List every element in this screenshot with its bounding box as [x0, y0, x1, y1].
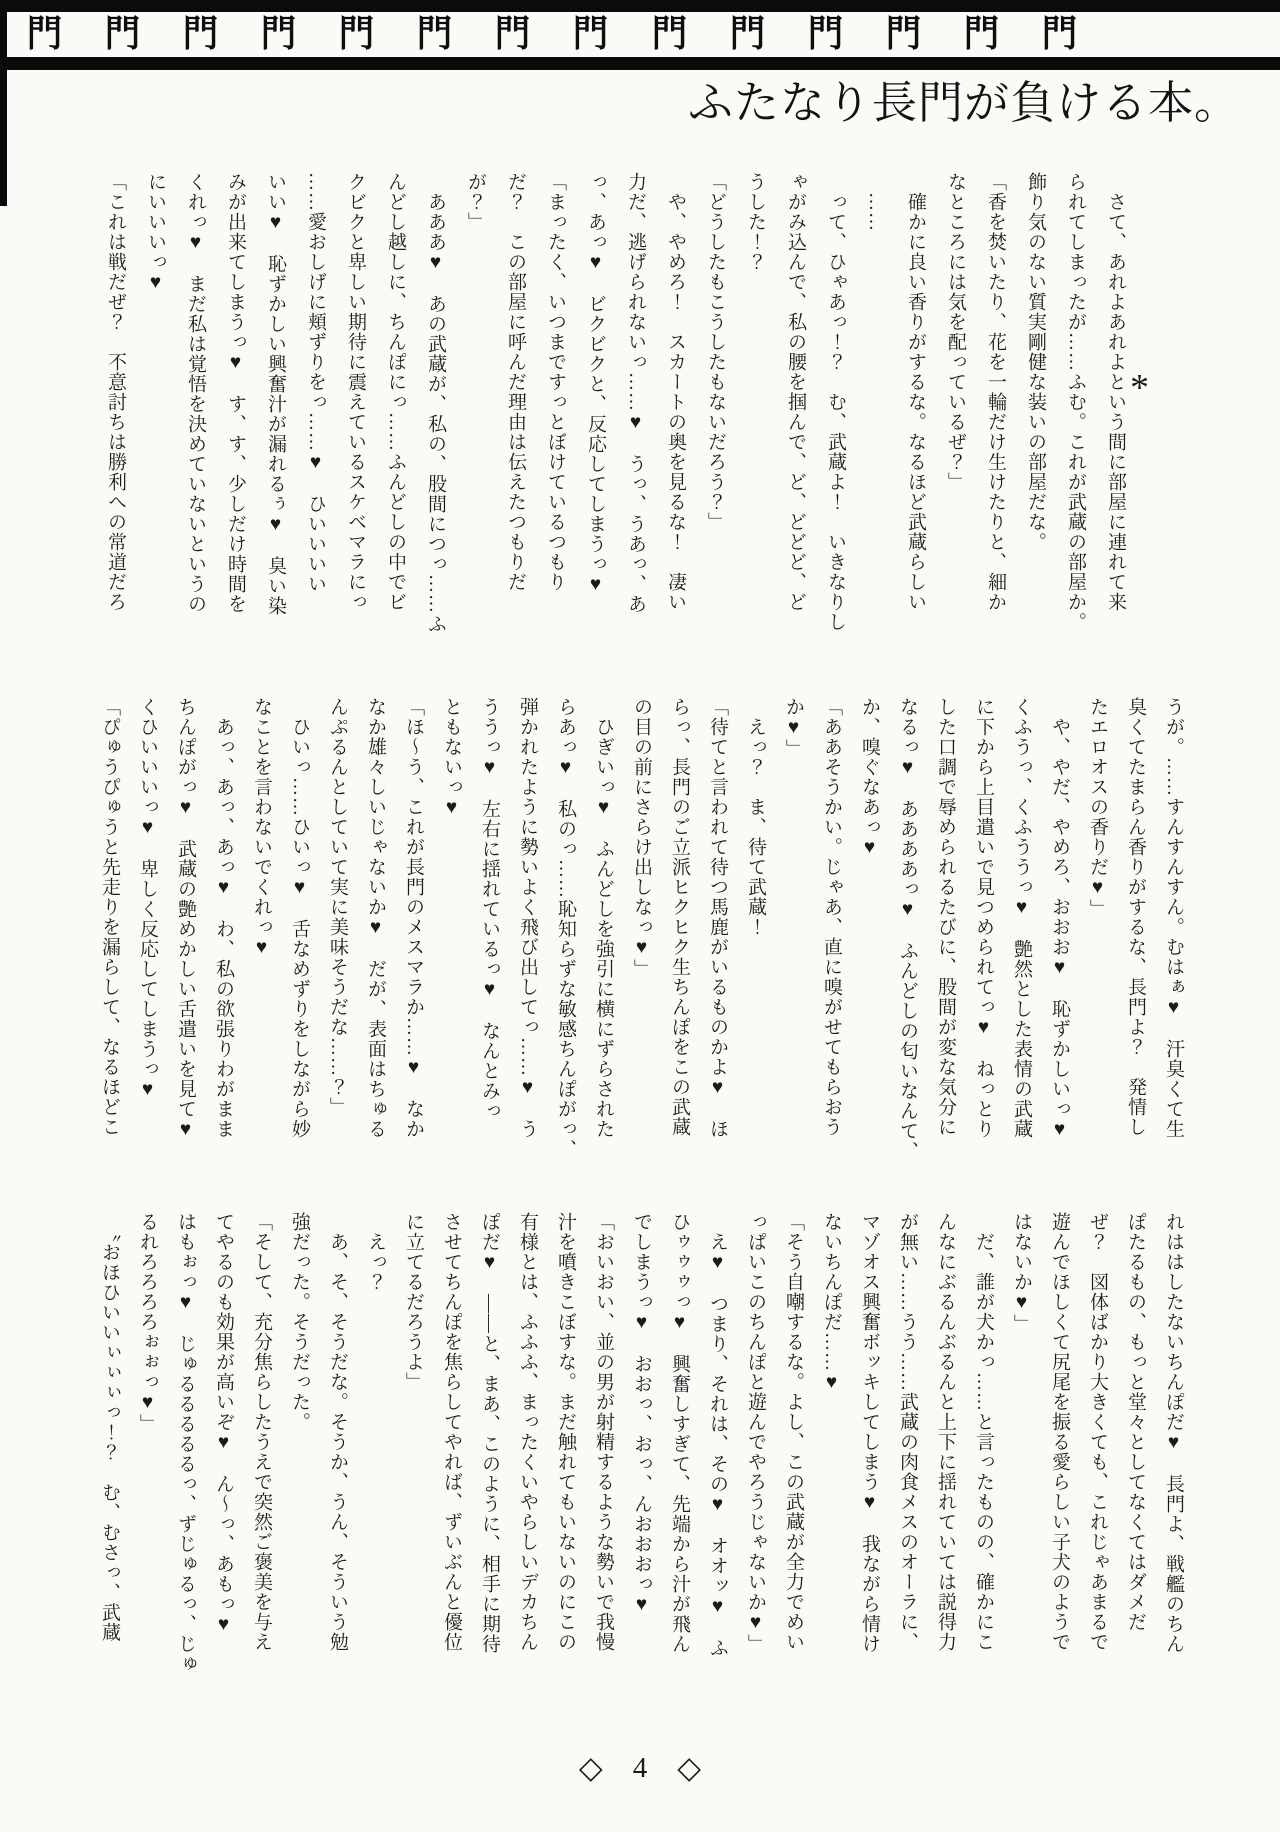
text-column: ゃがみ込んで、私の腰を掴んで、ど、どどど、ど [785, 172, 806, 612]
text-column: クビクと卑しい期待に震えているスケベマラにっ [345, 172, 366, 612]
text-column: 〝おほひいいぃぃぃっ！？ む、むさっ、武蔵 [99, 1212, 120, 1643]
gate-glyph: 門 [651, 13, 687, 55]
gate-glyph: 門 [885, 13, 921, 55]
gate-glyph: 門 [104, 13, 141, 55]
text-column: 「ぴゅうぴゅうと先走りを漏らして、なるほどこ [99, 697, 120, 1137]
text-column: らあっ♥ 私のっ……恥知らずな敏感ちんぽがっ、 [555, 697, 576, 1159]
text-column: ぜ？ 図体ばかり大きくても、これじゃあまるで [1087, 1212, 1108, 1652]
text-column: えっ？ [365, 1212, 386, 1292]
text-column: 遊んでほしくて尻尾を振る愛らしい子犬のようで [1049, 1212, 1070, 1652]
text-column: 確かに良い香りがするな。なるほど武蔵らしい [905, 172, 926, 612]
text-column: 汁を噴きこぼすな。まだ触れてもいないのにこの [555, 1212, 576, 1652]
page-title: ふたなり長門が負ける本。 [687, 78, 1240, 128]
text-column: なるっ♥ ああああっ♥ ふんどしの匂いなんて、 [897, 697, 918, 1161]
text-column: ともないっ♥ [441, 697, 462, 819]
gate-glyph: 門 [260, 13, 297, 55]
gate-ornament-row [26, 11, 1078, 57]
text-column: っ、あっ♥ ビクビクと、反応してしまうっ♥ [585, 172, 606, 596]
text-column: ぽだ♥ ――と、まあ、このように、相手に期待 [479, 1212, 500, 1654]
text-column: って、ひゃあっ！？ む、武蔵よ！ いきなりし [825, 172, 846, 632]
text-column: か♥」 [783, 697, 804, 759]
text-column: 「まったく、いつまですっとぼけているつもり [545, 172, 566, 592]
text-column: くれっ♥ まだ私は覚悟を決めていないというの [185, 172, 206, 614]
text-column: なことを言わないでくれっ♥ [251, 697, 272, 959]
page-footer [0, 1750, 1280, 1786]
text-column: の目の前にさらけ出しなっ♥」 [631, 697, 652, 979]
text-column: うが。……すんすんすん。むはぁ♥ 汗臭くて生 [1163, 697, 1184, 1139]
gate-glyph: 門 [573, 13, 609, 55]
text-column: るれろろろろぉぉっ♥」 [137, 1212, 158, 1434]
gate-glyph: 門 [963, 13, 1000, 55]
text-column: 「ああそうかい。じゃあ、直に嗅がせてもらおう [821, 697, 842, 1137]
text-column: さて、あれよあれよという間に部屋に連れて来 [1105, 172, 1126, 612]
text-column: 「ほ〜う、これが長門のメスマラか……♥ なか [403, 697, 424, 1139]
text-column: や、やめろ！ スカートの奥を見るな！ 凄い [665, 172, 686, 612]
text-column: なところには気を配っているぜ？」 [945, 172, 966, 492]
text-column: ぽたるもの、もっと堂々としてなくてはダメだ [1125, 1212, 1146, 1632]
text-column: マゾオス興奮ボッキしてしまう♥ 我ながら情け [859, 1212, 880, 1654]
gate-glyph: 門 [729, 13, 765, 55]
text-column: に立てるだろうよ」 [403, 1212, 424, 1392]
text-column: ううっ♥ 左右に揺れているっ♥ なんとみっ [479, 697, 500, 1121]
text-column: え♥ つまり、それは、その♥ オオッ♥ ふ [707, 1212, 728, 1658]
text-column: か、嗅ぐなあっ♥ [859, 697, 880, 859]
text-column: した口調で辱められるたびに、股間が変な気分に [935, 697, 956, 1137]
text-column: んどし越しに、ちんぽにっ……ふんどしの中でビ [385, 172, 406, 612]
text-column: くひいいいっ♥ 卑しく反応してしまうっ♥ [137, 697, 158, 1101]
text-column: や、やだ、やめろ、おおお♥ 恥ずかしいっ♥ [1049, 697, 1070, 1141]
gate-glyph: 門 [807, 13, 843, 55]
text-column: …… [865, 172, 886, 232]
text-column: だ、誰が犬かっ……と言ったものの、確かにこ [973, 1212, 994, 1652]
left-binding-bar [0, 0, 7, 206]
text-column: 「そう自嘲するな。よし、この武蔵が全力でめい [783, 1212, 804, 1652]
footer-left-diamond-icon: ◇ [578, 1750, 603, 1785]
text-column: が？」 [465, 172, 486, 232]
text-column: ……愛おしげに頬ずりをっ……♥ ひいいいい [305, 172, 326, 594]
section-asterisk: * [1130, 367, 1149, 409]
text-column: ちんぽがっ♥ 武蔵の艶めかしい舌遣いを見て♥ [175, 697, 196, 1141]
text-column: くふうっ、くふううっ♥ 艶然とした表情の武蔵 [1011, 697, 1032, 1139]
text-column: あ、そ、そうだな。そうか、うん、そういう勉 [327, 1212, 348, 1652]
text-column: ないちんぽだ……♥ [821, 1212, 842, 1394]
text-column: あああ♥ あの武蔵が、私の、股間につっ……ふ [425, 172, 446, 634]
footer-right-diamond-icon: ◇ [677, 1750, 702, 1785]
text-column: あっ、あっ、あっ♥ わ、私の欲張りわがまま [213, 697, 234, 1139]
text-column: っぱいこのちんぽと遊んでやろうじゃないか♥」 [745, 1212, 766, 1654]
text-column: らっ、長門のご立派ヒクヒク生ちんぽをこの武蔵 [669, 697, 690, 1137]
text-column: 強だった。そうだった。 [289, 1212, 310, 1432]
text-column: 「待てと言われて待つ馬鹿がいるものかよ♥ ほ [707, 697, 728, 1139]
text-column: 有様とは、ふふふ、まったくいやらしいデカちん [517, 1212, 538, 1652]
text-column: んなにぶるんぶるんと上下に揺れていては説得力 [935, 1212, 956, 1652]
text-band-top [95, 172, 1135, 638]
text-column: られてしまったが……ふむ。これが武蔵の部屋か。 [1065, 172, 1086, 632]
gate-glyph: 門 [26, 13, 63, 55]
gate-glyph: 門 [182, 13, 219, 55]
gate-glyph: 門 [338, 13, 375, 55]
header-divider-bar [0, 57, 1280, 70]
text-column: ひいっ……ひいっ♥ 舌なめずりをしながら妙 [289, 697, 310, 1139]
text-column: 「どうしたもこうしたもないだろう？」 [705, 172, 726, 532]
text-column: ひぎいっ♥ ふんどしを強引に横にずらされた [593, 697, 614, 1139]
text-column: たエロオスの香りだ♥」 [1087, 697, 1108, 919]
text-column: はないか♥」 [1011, 1212, 1032, 1334]
gate-glyph: 門 [495, 13, 531, 55]
text-column: 「これは戦だぜ？ 不意討ちは勝利への常道だろ [105, 172, 126, 612]
text-column: みが出来てしまうっ♥ す、す、少しだけ時間を [225, 172, 246, 614]
text-column: でしまうっ♥ おおっ、おっ、んおおおっ♥ [631, 1212, 652, 1616]
text-column: はもぉっ♥ じゅるるるるるっ、ずじゅるっ、じゅ [175, 1212, 196, 1674]
text-column: れははしたないちんぽだ♥ 長門よ、戦艦のちん [1163, 1212, 1184, 1654]
text-column: 「そして、充分焦らしたうえで突然ご褒美を与え [251, 1212, 272, 1652]
gate-glyph: 門 [1041, 13, 1078, 55]
text-column: 弾かれたように勢いよく飛び出してっ……♥ う [517, 697, 538, 1139]
text-column: に下から上目遣いで見つめられてっ♥ ねっとり [973, 697, 994, 1139]
text-band-bottom [90, 1212, 1192, 1682]
text-column: 「おいおい、並の男が射精するような勢いで我慢 [593, 1212, 614, 1652]
text-band-middle [90, 697, 1192, 1163]
text-column: ひゥゥゥっ♥ 興奮しすぎて、先端から汁が飛ん [669, 1212, 690, 1654]
text-column: にいいいっ♥ [145, 172, 166, 294]
text-column: させてちんぽを焦らしてやれば、ずいぶんと優位 [441, 1212, 462, 1652]
page-number: 4 [632, 1751, 648, 1784]
text-column: うした！？ [745, 172, 766, 272]
text-column: だ？ この部屋に呼んだ理由は伝えたつもりだ [505, 172, 526, 592]
text-column: が無い……うう……武蔵の肉食メスのオーラに、 [897, 1212, 918, 1652]
text-column: いい♥ 恥ずかしい興奮汁が漏れるぅ♥ 臭い染 [265, 172, 286, 616]
text-column: 臭くてたまらん香りがするな、長門よ？ 発情し [1125, 697, 1146, 1137]
text-column: 飾り気のない質実剛健な装いの部屋だな。 [1025, 172, 1046, 552]
text-column: んぷるんとしていて実に美味そうだな……？」 [327, 697, 348, 1117]
text-column: てやるのも効果が高いぞ♥ ん〜っ、あもっ♥ [213, 1212, 234, 1636]
text-column: えっ？ ま、待て武蔵！ [745, 697, 766, 937]
text-column: なか雄々しいじゃないか♥ だが、表面はちゅる [365, 697, 386, 1139]
gate-glyph: 門 [417, 13, 453, 55]
text-column: 力だ、逃げられないっ……♥ うっ、うあっ、あ [625, 172, 646, 614]
text-column: 「香を焚いたり、花を一輪だけ生けたりと、細か [985, 172, 1006, 612]
